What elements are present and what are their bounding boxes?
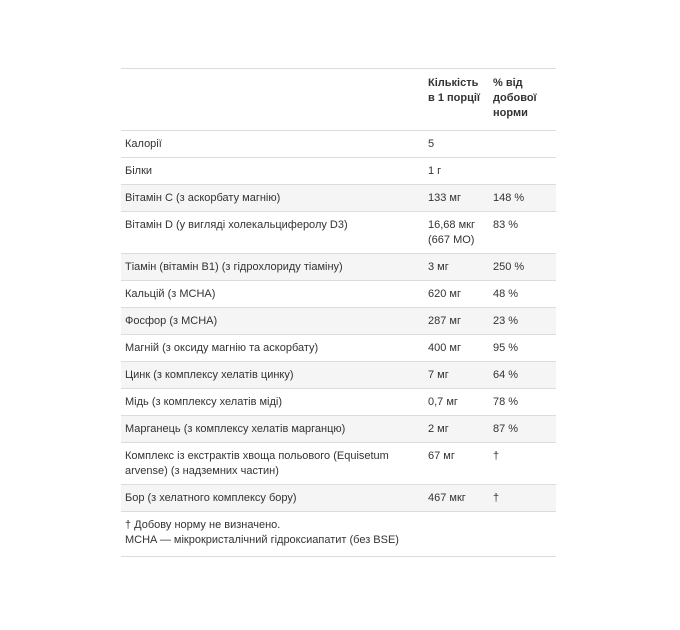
daily-value-cell: 95 %: [489, 335, 556, 362]
nutrient-cell: Магній (з оксиду магнію та аскорбату): [121, 335, 424, 362]
table-row: [121, 389, 556, 416]
amount-cell: 7 мг: [424, 362, 489, 389]
table-row: [121, 212, 556, 254]
amount-cell: 67 мг: [424, 443, 489, 485]
table-row: [121, 416, 556, 443]
table-row: [121, 185, 556, 212]
nutrient-cell: Вітамін D (у вигляді холекальциферолу D3): [121, 212, 424, 254]
nutrient-cell: Мідь (з комплексу хелатів міді): [121, 389, 424, 416]
daily-value-cell: 148 %: [489, 185, 556, 212]
amount-cell: 620 мг: [424, 281, 489, 308]
nutrient-cell: Тіамін (вітамін B1) (з гідрохлориду тіаміну): [121, 254, 424, 281]
nutrient-cell: Кальцій (з MCHA): [121, 281, 424, 308]
amount-cell: 0,7 мг: [424, 389, 489, 416]
header-amount: Кількість в 1 порції: [424, 69, 489, 131]
nutrient-cell: Комплекс із екстрактів хвоща польового (Equisetum arvense) (з надземних частин): [121, 443, 424, 485]
supplement-facts-table: [121, 68, 556, 557]
daily-value-cell: 64 %: [489, 362, 556, 389]
table-row: [121, 158, 556, 185]
footnote-dagger: † Добову норму не визначено.: [125, 519, 281, 531]
daily-value-cell: [489, 158, 556, 185]
table-row: [121, 131, 556, 158]
amount-cell: 467 мкг: [424, 485, 489, 512]
table-footer-row: [121, 512, 556, 557]
header-nutrient: [121, 69, 424, 131]
daily-value-cell: 48 %: [489, 281, 556, 308]
table-row: [121, 308, 556, 335]
header-daily-value: % від добової норми: [489, 69, 556, 131]
footnotes: [121, 512, 556, 557]
table-row: [121, 362, 556, 389]
daily-value-cell: 83 %: [489, 212, 556, 254]
table-row: [121, 443, 556, 485]
daily-value-cell: 250 %: [489, 254, 556, 281]
nutrient-cell: Фосфор (з MCHA): [121, 308, 424, 335]
table-header-row: [121, 69, 556, 131]
daily-value-cell: 23 %: [489, 308, 556, 335]
daily-value-cell: [489, 131, 556, 158]
nutrient-cell: Вітамін C (з аскорбату магнію): [121, 185, 424, 212]
amount-cell: 1 г: [424, 158, 489, 185]
supplement-facts-table-container: [121, 68, 556, 557]
nutrient-cell: Калорії: [121, 131, 424, 158]
table-row: [121, 485, 556, 512]
daily-value-cell: †: [489, 485, 556, 512]
daily-value-cell: 78 %: [489, 389, 556, 416]
table-row: [121, 254, 556, 281]
nutrient-cell: Марганець (з комплексу хелатів марганцю): [121, 416, 424, 443]
nutrient-cell: Білки: [121, 158, 424, 185]
amount-cell: 3 мг: [424, 254, 489, 281]
amount-cell: 287 мг: [424, 308, 489, 335]
table-row: [121, 281, 556, 308]
amount-cell: 2 мг: [424, 416, 489, 443]
nutrient-cell: Цинк (з комплексу хелатів цинку): [121, 362, 424, 389]
table-row: [121, 335, 556, 362]
amount-cell: 133 мг: [424, 185, 489, 212]
amount-cell: 5: [424, 131, 489, 158]
daily-value-cell: †: [489, 443, 556, 485]
daily-value-cell: 87 %: [489, 416, 556, 443]
amount-cell: 400 мг: [424, 335, 489, 362]
footnote-mcha: MCHA — мікрокристалічний гідроксиапатит (без BSE): [125, 534, 399, 546]
amount-cell: 16,68 мкг (667 МО): [424, 212, 489, 254]
nutrient-cell: Бор (з хелатного комплексу бору): [121, 485, 424, 512]
